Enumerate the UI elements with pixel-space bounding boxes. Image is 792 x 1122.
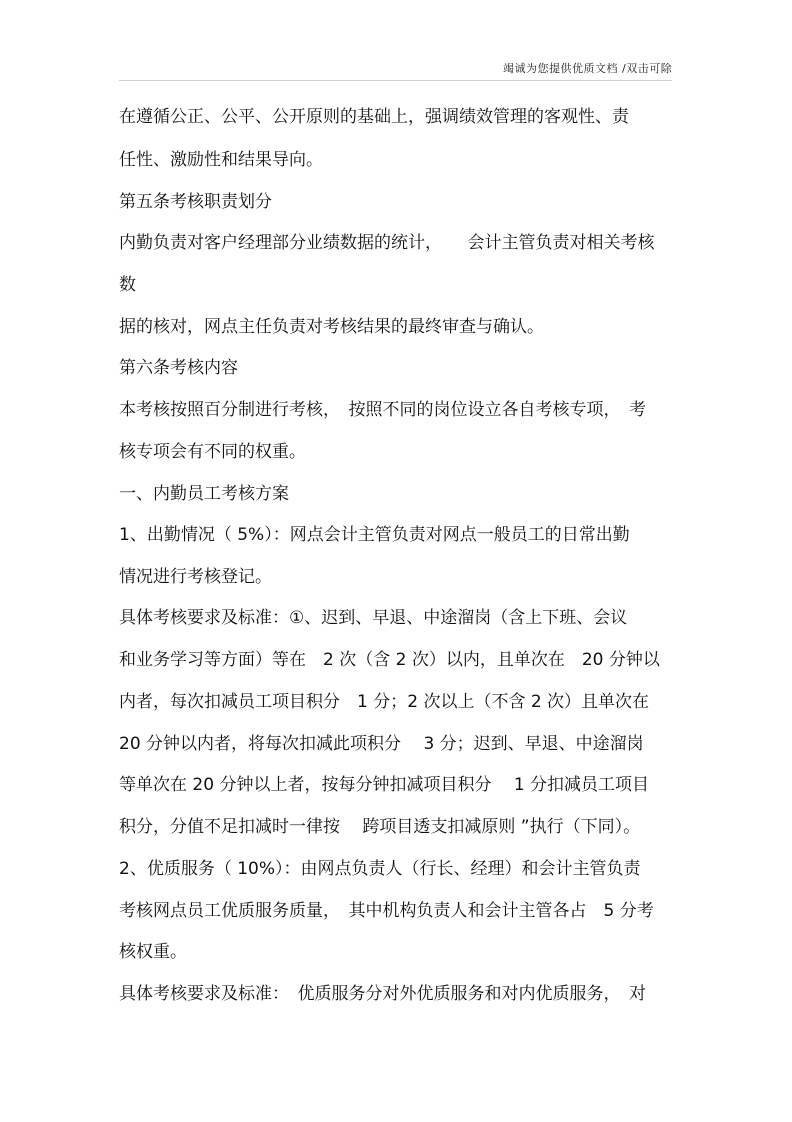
section-heading: 第六条考核内容 (119, 358, 238, 378)
body-line: 本考核按照百分制进行考核， 按照不同的岗位设立各自考核专项， 考 (119, 400, 646, 420)
body-line: 核专项会有不同的权重。 (119, 442, 306, 462)
body-line: 核权重。 (119, 942, 187, 962)
body-line: 2、优质服务（ 10%）：由网点负责人（行长、经理）和会计主管负责 (119, 859, 641, 879)
body-line: 1、出勤情况（ 5%）：网点会计主管负责对网点一般员工的日常出勤 (119, 525, 630, 545)
header-note: 竭诚为您提供优质文档 /双击可除 (503, 62, 673, 75)
body-line: 情况进行考核登记。 (119, 567, 272, 587)
body-line: 20 分钟以内者，将每次扣减此项积分 3 分；迟到、早退、中途溜岗 (119, 734, 644, 754)
body-line: 和业务学习等方面）等在 2 次（含 2 次）以内，且单次在 20 分钟以 (119, 650, 660, 670)
body-line: 内者，每次扣减员工项目积分 1 分；2 次以上（不含 2 次）且单次在 (119, 692, 650, 712)
body-line: 具体考核要求及标准： 优质服务分对外优质服务和对内优质服务， 对 (119, 984, 646, 1004)
body-line: 考核网点员工优质服务质量， 其中机构负责人和会计主管各占 5 分考 (119, 901, 654, 921)
body-line: 内勤负责对客户经理部分业绩数据的统计， 会计主管负责对相关考核 (119, 233, 655, 253)
body-line: 积分，分值不足扣减时一律按 跨项目透支扣减原则 ”执行（下同）。 (119, 817, 641, 837)
body-line: 具体考核要求及标准：①、迟到、早退、中途溜岗（含上下班、会议 (119, 608, 628, 628)
section-heading: 一、内勤员工考核方案 (119, 484, 289, 504)
body-line: 等单次在 20 分钟以上者，按每分钟扣减项目积分 1 分扣减员工项目 (119, 775, 650, 795)
body-line: 任性、激励性和结果导向。 (119, 150, 323, 170)
body-line: 据的核对，网点主任负责对考核结果的最终审查与确认。 (119, 317, 544, 337)
body-line: 在遵循公正、公平、公开原则的基础上，强调绩效管理的客观性、责 (119, 107, 629, 127)
section-heading: 第五条考核职责划分 (119, 192, 272, 212)
body-line: 数 (119, 275, 136, 295)
